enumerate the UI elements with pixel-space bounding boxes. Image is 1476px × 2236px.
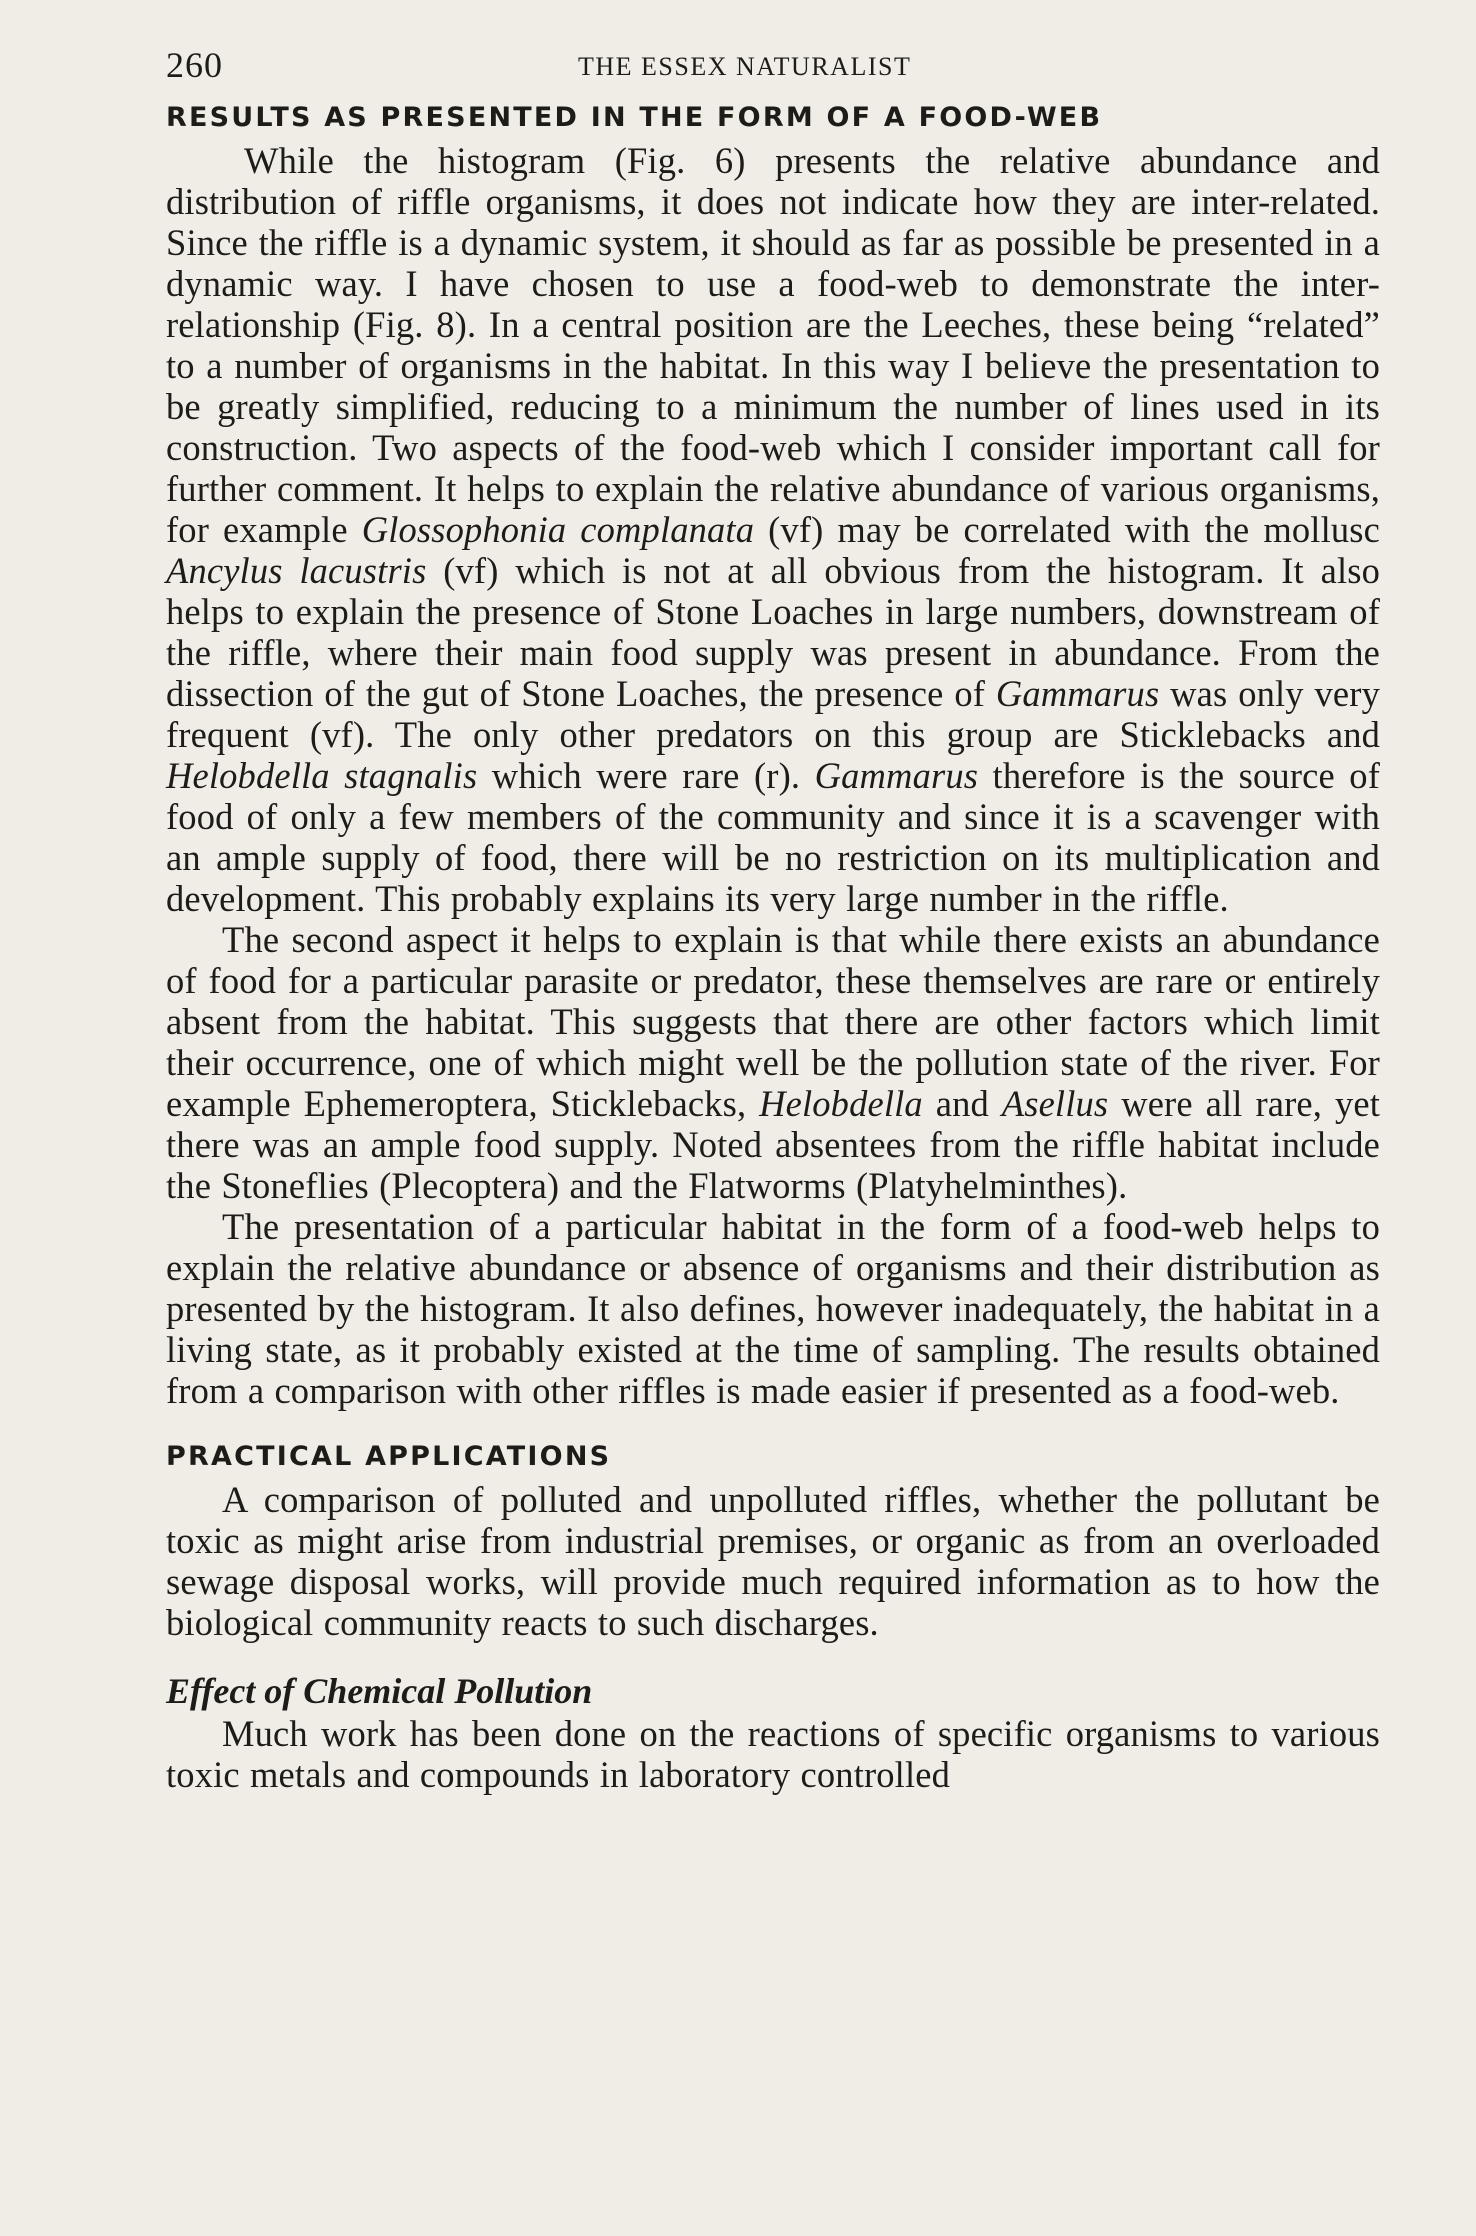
- text-segment: The second aspect it helps to explain is that while there exists an abundance of food for a particular parasite or predator, these themselves are rare or entirely absent from the habitat. This suggests that there are other factors which limit their occurrence, one of which might well be the pollution state of the river. For example Ephemeroptera, Sticklebacks,: [166, 919, 1380, 1124]
- text-segment: (vf) which is not at all obvious from the histogram. It also helps to explain the presence of Stone Loaches in large numbers, downstream of the riffle, where their main food supply was present in abundance. From the dissection of the gut of Stone Loaches, the presence of: [166, 550, 1381, 714]
- paragraph: [166, 1206, 1380, 1411]
- page-number: 260: [166, 45, 223, 85]
- paragraph: [166, 140, 1380, 919]
- italic-term: Asellus: [1001, 1083, 1109, 1124]
- italic-term: Gammarus: [814, 755, 979, 796]
- italic-term: Helobdella: [759, 1083, 923, 1124]
- text-segment: The presentation of a particular habitat in the form of a food-web helps to explain the relative abundance or absence of organisms and their distribution as presented by the histogram. It also defines, however inadequately, the habitat in a living state, as it probably existed at the time of sampling. The results obtained from a comparison with other riffles is made easier if presented as a food-web.: [166, 1206, 1380, 1411]
- text-segment: (vf) may be correlated with the mollusc: [754, 509, 1380, 550]
- journal-title: THE ESSEX NATURALIST: [578, 52, 912, 81]
- paragraph: [166, 1479, 1380, 1643]
- italic-term: Gammarus: [995, 673, 1160, 714]
- text-segment: therefore is the source of food of only a few members of the community and since it is a scavenger with an ample supply of food, there will be no restriction on its multiplication and development. This probably explains its very large number in the riffle.: [166, 755, 1381, 919]
- text-segment: While the histogram (Fig. 6) presents the relative abundance and distribution of riffle organisms, it does not indicate how they are inter-related. Since the riffle is a dynamic system, it should as far as possible be presented in a dynamic way. I have chosen to use a food-web to demonstrate the inter-relationship (Fig. 8). In a central position are the Leeches, these being “related” to a number of organisms in the habitat. In this way I believe the presentation to be greatly simplified, reducing to a minimum the number of lines used in its construction. Two aspects of the food-web which I consider important call for further comment. It helps to explain the relative abundance of various organisms, for example: [166, 140, 1380, 550]
- text-segment: A comparison of polluted and unpolluted riffles, whether the pollutant be toxic as might arise from industrial premises, or organic as from an overloaded sewage disposal works, will provide much required information as to how the biological community reacts to such discharges.: [166, 1479, 1380, 1643]
- section-heading-food-web: RESULTS AS PRESENTED IN THE FORM OF A FOOD-WEB: [166, 102, 1103, 133]
- text-segment: and: [922, 1083, 1002, 1124]
- text-segment: were all rare, yet there was an ample food supply. Noted absentees from the riffle habitat include the Stoneflies (Plecoptera) and the Flatworms (Platyhelminthes).: [166, 1083, 1380, 1206]
- paragraph: [166, 919, 1380, 1206]
- paragraph: Much work has been done on the reactions of specific organisms to various toxic metals and compounds in laboratory controlled: [166, 1713, 1380, 1795]
- text-segment: was only very frequent (vf). The only other predators on this group are Sticklebacks and: [166, 673, 1380, 755]
- document-page: [166, 40, 1380, 1795]
- text-segment: which were rare (r).: [477, 755, 815, 796]
- running-header: [166, 40, 1380, 92]
- section-heading-practical-applications: PRACTICAL APPLICATIONS: [166, 1441, 612, 1472]
- italic-term: Glossophonia complanata: [361, 509, 755, 550]
- italic-term: Helobdella stagnalis: [166, 755, 478, 796]
- italic-term: Ancylus lacustris: [166, 550, 427, 591]
- subsection-heading: Effect of Chemical Pollution: [166, 1671, 593, 1711]
